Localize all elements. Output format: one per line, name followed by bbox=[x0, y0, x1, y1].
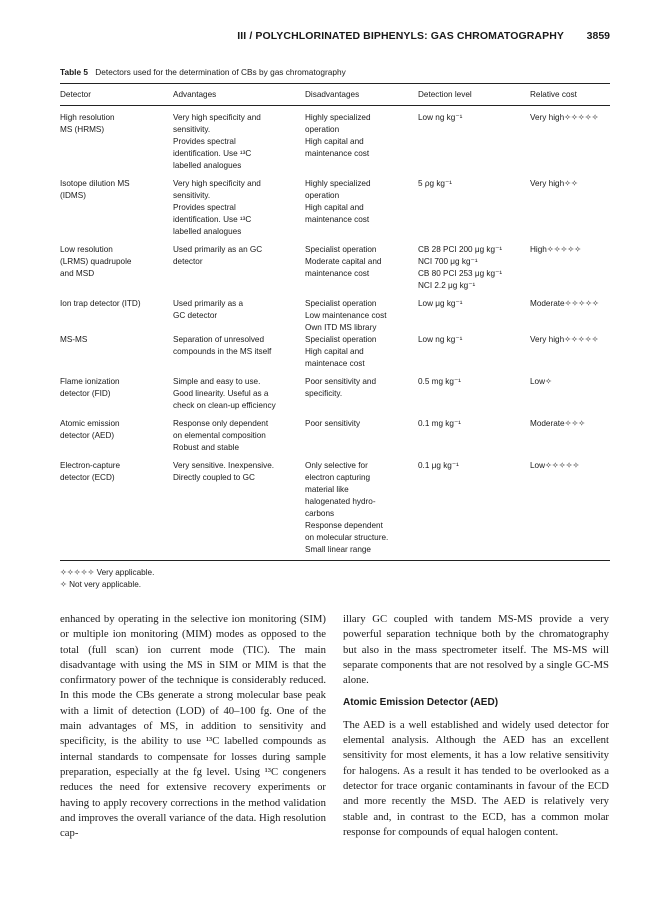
table-cell: Low✧ bbox=[530, 377, 552, 386]
table-cell: High resolution MS (HRMS) bbox=[60, 113, 115, 134]
running-head-title: III / POLYCHLORINATED BIPHENYLS: GAS CHROMATOGRAPHY bbox=[237, 30, 564, 42]
running-head bbox=[60, 30, 610, 46]
table-cell: Used primarily as a GC detector bbox=[173, 299, 244, 320]
table-cell: Simple and easy to use. Good linearity. Useful as a check on clean-up efficiency bbox=[173, 377, 276, 410]
body-column-left bbox=[60, 612, 326, 841]
table-cell: Low ng kg⁻¹ bbox=[418, 335, 463, 344]
table-cell: Highly specialized operation High capital and maintenance cost bbox=[305, 113, 371, 158]
table-cell: 0.1 μg kg⁻¹ bbox=[418, 461, 459, 470]
table-cell: Flame ionization detector (FID) bbox=[60, 377, 120, 398]
table-cell: Specialist operation High capital and maintenace cost bbox=[305, 335, 377, 368]
footnote: ✧✧✧✧✧ Very applicable. bbox=[60, 568, 155, 577]
table-cell: Specialist operation Low maintenance cost Own ITD MS library bbox=[305, 299, 387, 332]
table-cell: Poor sensitivity bbox=[305, 419, 361, 428]
table-cell: 0.1 mg kg⁻¹ bbox=[418, 419, 462, 428]
table-header-cell: Detector bbox=[60, 90, 91, 99]
table-cell: 5 ρg kg⁻¹ bbox=[418, 179, 453, 188]
footnote: ✧ Not very applicable. bbox=[60, 580, 142, 589]
table-cell: Isotope dilution MS (IDMS) bbox=[60, 179, 130, 200]
table-caption bbox=[60, 67, 610, 77]
table-cell: Low resolution (LRMS) quadrupole and MSD bbox=[60, 245, 132, 278]
table-footnotes bbox=[60, 567, 360, 591]
body-column-right bbox=[343, 612, 609, 840]
table-cell: Poor sensitivity and specificity. bbox=[305, 377, 376, 398]
table-bottom-rule bbox=[60, 560, 610, 561]
table-cell: Used primarily as an GC detector bbox=[173, 245, 263, 266]
table-cell: Very high✧✧✧✧✧ bbox=[530, 113, 599, 122]
table-cell: Low μg kg⁻¹ bbox=[418, 299, 463, 308]
table-cell: Ion trap detector (ITD) bbox=[60, 299, 141, 308]
table-cell: Very high specificity and sensitivity. Provides spectral identification. Use ¹³C labelled analogues bbox=[173, 113, 261, 170]
body-paragraph: The AED is a well established and widely used detector for elemental analysis. Although the AED has an excellent sensitivity for most elements, it has a low relative sensitivity for halogens. As a result it has tended to be overlooked as a detector for trace organic contaminants in favour of the ECD and more recently the MSD. The AED is relatively very stable and, in contrast to the ECD, has a common molar response for compounds of equal halogen content. bbox=[343, 718, 609, 838]
table-cell: Separation of unresolved compounds in the MS itself bbox=[173, 335, 272, 356]
table-cell: Very sensitive. Inexpensive. Directly coupled to GC bbox=[173, 461, 275, 482]
table-cell: Very high✧✧ bbox=[530, 179, 578, 188]
table-caption-text: Detectors used for the determination of CBs by gas chromatography bbox=[95, 67, 346, 77]
table-cell: Atomic emission detector (AED) bbox=[60, 419, 120, 440]
table-cell: Specialist operation Moderate capital and maintenance cost bbox=[305, 245, 382, 278]
body-paragraph: illary GC coupled with tandem MS-MS provide a very powerful separation technique both by the chromatography but also in the mass spectrometer itself. The MS-MS will separate components that are not resolved by a single GC-MS alone. bbox=[343, 613, 609, 687]
table-cell: 0.5 mg kg⁻¹ bbox=[418, 377, 462, 386]
table-cell: Very high✧✧✧✧✧ bbox=[530, 335, 599, 344]
table-header-cell: Disadvantages bbox=[305, 90, 360, 99]
body-paragraph: enhanced by operating in the selective ion monitoring (SIM) or multiple ion monitoring (MIM) modes as opposed to the total (full scan) ion current mode (TIC). The main disadvantage with using the MS in SIM or MIM is that the confirmatory power of the technique is considerably reduced. In this mode the CBs generate a strong molecular base peak with a limit of detection (LOD) of 40–100 fg. One of the main advantages of MS, in addition to sensitivity and specificity, is the ability to use ¹³C labelled compounds as internal standards to compensate for losses during sample preparation, especially at the fg level. Using ¹³C congeners reduces the need for extensive recovery experiments or having to apply recovery corrections in the method validation and improves the overall variance of the data. High resolution cap- bbox=[60, 613, 326, 840]
table-cell: Only selective for electron capturing material like halogenated hydro- carbons Response dependent on molecular structure. Small linear range bbox=[305, 461, 389, 554]
table-header-cell: Relative cost bbox=[530, 90, 577, 99]
table-cell: Electron-capture detector (ECD) bbox=[60, 461, 121, 482]
table-header-row bbox=[60, 89, 610, 101]
table-cell: Highly specialized operation High capital and maintenance cost bbox=[305, 179, 371, 224]
table-label: Table 5 bbox=[60, 67, 88, 77]
table-cell: MS-MS bbox=[60, 335, 88, 344]
table-cell: Response only dependent on elemental composition Robust and stable bbox=[173, 419, 269, 452]
page-number: 3859 bbox=[586, 30, 610, 42]
table-top-rule bbox=[60, 83, 610, 84]
table-cell: Very high specificity and sensitivity. Provides spectral identification. Use ¹³C labelled analogues bbox=[173, 179, 261, 236]
table-cell: Moderate✧✧✧✧✧ bbox=[530, 299, 599, 308]
table-cell: Low✧✧✧✧✧ bbox=[530, 461, 580, 470]
table-cell: Low ng kg⁻¹ bbox=[418, 113, 463, 122]
table-cell: High✧✧✧✧✧ bbox=[530, 245, 582, 254]
table-header-rule bbox=[60, 105, 610, 106]
table-header-cell: Advantages bbox=[173, 90, 217, 99]
table-cell: Moderate✧✧✧ bbox=[530, 419, 586, 428]
table-header-cell: Detection level bbox=[418, 90, 472, 99]
table-cell: CB 28 PCI 200 μg kg⁻¹ NCI 700 μg kg⁻¹ CB 80 PCI 253 μg kg⁻¹ NCI 2.2 μg kg⁻¹ bbox=[418, 245, 503, 290]
section-heading: Atomic Emission Detector (AED) bbox=[343, 697, 499, 709]
